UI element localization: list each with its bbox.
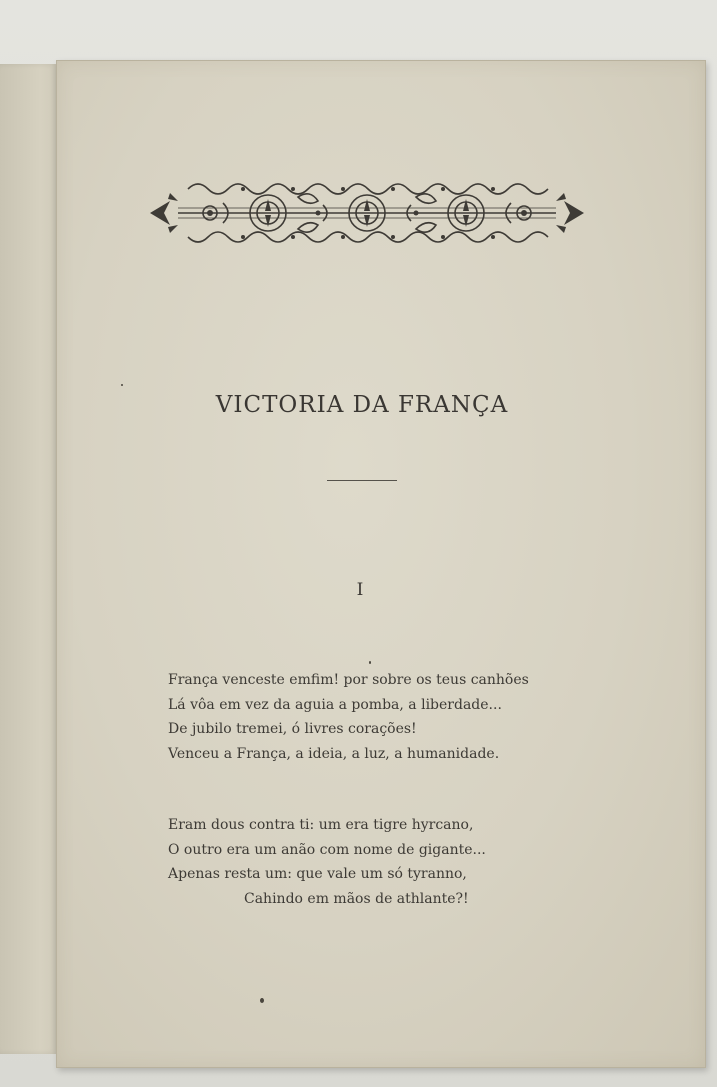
verse-line: Lá vôa em vez da aguia a pomba, a liberdade... bbox=[168, 696, 502, 713]
verse-line: Eram dous contra ti: um era tigre hyrcano, bbox=[168, 817, 474, 833]
section-numeral: I bbox=[356, 580, 364, 600]
title-divider bbox=[327, 480, 397, 481]
stanza-1 bbox=[168, 668, 529, 766]
verse-line: França venceste emfim! por sobre os teus canhões bbox=[168, 672, 529, 688]
verse-line: Cahindo em mãos de athlante?! bbox=[244, 890, 469, 907]
verse-line: Apenas resta um: que vale um só tyranno, bbox=[168, 866, 467, 882]
facing-page-edge bbox=[0, 64, 59, 1054]
paper-speck bbox=[121, 384, 123, 386]
poem-title: VICTORIA DA FRANÇA bbox=[215, 392, 509, 418]
verse-line: Venceu a França, a ideia, a luz, a humanidade. bbox=[168, 745, 500, 762]
paper-speck bbox=[260, 998, 264, 1003]
verse-line: O outro era um anão com nome de gigante... bbox=[168, 841, 486, 858]
decorative-scrollwork-ornament-icon bbox=[148, 175, 586, 251]
stanza-2 bbox=[168, 813, 486, 911]
verse-line: De jubilo tremei, ó livres corações! bbox=[168, 721, 417, 737]
paper-speck bbox=[369, 661, 371, 664]
